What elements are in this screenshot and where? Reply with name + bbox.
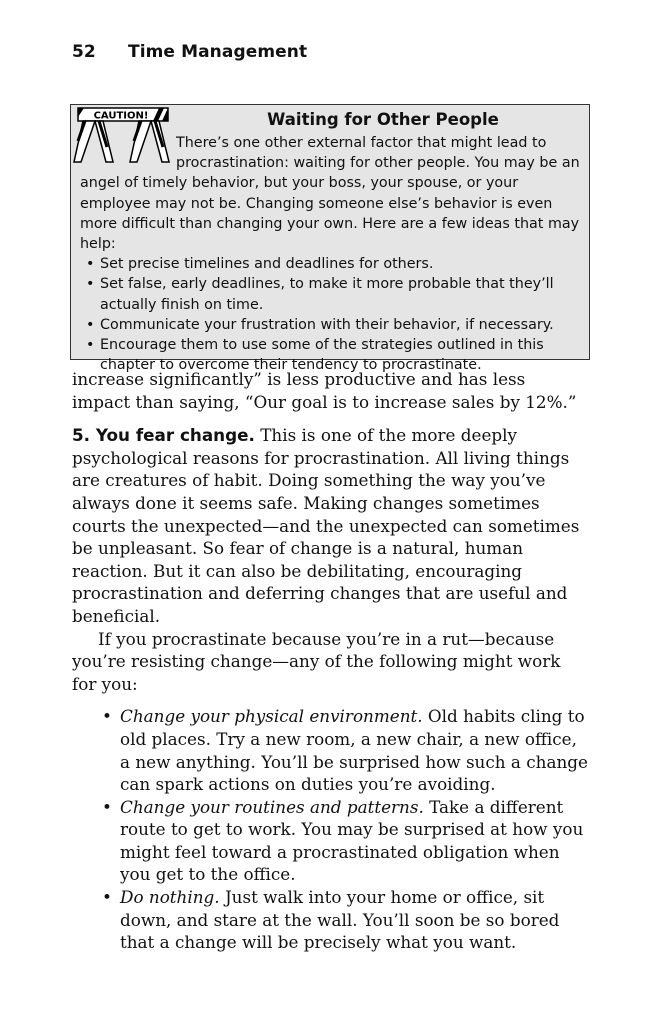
tip-item — [72, 705, 588, 795]
tip-title: Change your routines and patterns. — [120, 796, 424, 817]
section5-heading: 5. You fear change. — [72, 425, 255, 446]
caution-label: CAUTION! — [93, 110, 149, 122]
tip-text: Old habits cling to old places. Try a new room, a new chair, a new office, a new anything. You’ll be surprised how such a change can spark actions on duties you’re avoiding. — [120, 706, 588, 795]
caution-list-item: • Set precise timelines and deadlines for others. — [80, 254, 580, 274]
caution-intro: There’s one other external factor that might lead to procrastination: waiting for other people. You may be an angel of timely behavior, but your boss, your spouse, or your employee may not be. Changing someone else’s behavior is even more difficult than changing your own. Here are a few ideas that may help: — [80, 135, 580, 253]
caution-list-item: • Set false, early deadlines, to make it more probable that they’ll actually finish on time. — [80, 274, 580, 314]
tip-text: Take a different route to get to work. You may be surprised at how you might feel toward a procrastinated obligation when you get to the office. — [120, 796, 584, 885]
caution-sign-icon — [73, 107, 177, 163]
page-number: 52 — [72, 42, 96, 62]
rut-paragraph: If you procrastinate because you’re in a rut—because you’re resisting change—any of the following might work for you: — [72, 628, 561, 694]
running-header — [72, 42, 307, 62]
tip-title: Change your physical environment. — [120, 706, 423, 727]
caution-list-item: • Encourage them to use some of the strategies outlined in this chapter to overcome their tendency to procrastinate. — [80, 335, 580, 375]
caution-sidebar — [70, 104, 590, 374]
caution-title: Waiting for Other People — [267, 110, 499, 129]
section5-paragraph — [72, 424, 588, 627]
tip-title: Do nothing. — [120, 887, 220, 908]
tip-item — [72, 796, 588, 886]
continuation-paragraph: increase significantly” is less productive and has less impact than saying, “Our goal is to increase sales by 12%.” — [72, 369, 577, 412]
caution-list-item: • Communicate your frustration with their behavior, if necessary. — [80, 315, 580, 335]
body-text — [72, 368, 588, 954]
caution-list — [80, 254, 580, 375]
section5-text: This is one of the more deeply psychological reasons for procrastination. All living things are creatures of habit. Doing something the way you’ve always done it seems safe. Making changes sometimes courts the unexpected—and the unexpected can sometimes be unpleasant. So fear of change is a natural, human reaction. But it can also be debilitating, encouraging procrastination and deferring changes that are useful and beneficial. — [72, 425, 580, 626]
tip-item — [72, 886, 588, 954]
tips-list — [72, 705, 588, 954]
running-title: Time Management — [128, 42, 308, 62]
tip-text: Just walk into your home or office, sit down, and stare at the wall. You’ll soon be so bored that a change will be precisely what you want. — [120, 887, 560, 953]
